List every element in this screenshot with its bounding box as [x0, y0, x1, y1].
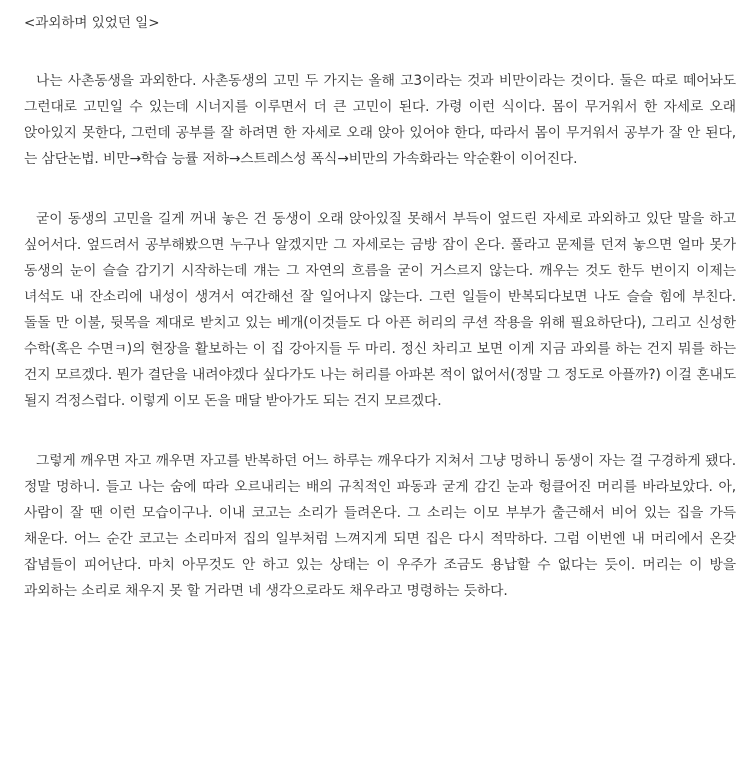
paragraph-1: 나는 사촌동생을 과외한다. 사촌동생의 고민 두 가지는 올해 고3이라는 것과 비만이라는 것이다. 둘은 따로 떼어놔도 그런대로 고민일 수 있는데 시너지를 이루면서 더 큰 고민이 된다. 가령 이런 식이다. 몸이 무거워서 한 자세로 오래 앉아있지 못한다, 그런데 공부를 잘 하려면 한 자세로 오래 앉아 있어야 한다, 따라서 몸이 무거워서 공부가 잘 안 된다, 는 삼단논법. 비만→학습 능률 저하→스트레스성 폭식→비만의 가속화라는 악순환이 이어진다.: [24, 73, 736, 167]
blog-post: [24, 12, 736, 604]
post-title: <과외하며 있었던 일>: [24, 15, 160, 31]
paragraph-3: 그렇게 깨우면 자고 깨우면 자고를 반복하던 어느 하루는 깨우다가 지쳐서 그냥 멍하니 동생이 자는 걸 구경하게 됐다. 정말 멍하니. 들고 나는 숨에 따라 오르내리는 배의 규칙적인 파동과 굳게 감긴 눈과 헝클어진 머리를 바라보았다. 아,사람이 잘 땐 이런 모습이구나. 이내 코고는 소리가 들려온다. 그 소리는 이모 부부가 출근해서 비어 있는 집을 가득 채운다. 어느 순간 코고는 소리마저 집의 일부처럼 느껴지게 되면 집은 다시 적막하다. 그럼 이번엔 내 머리에서 온갖 잡념들이 피어난다. 마치 아무것도 안 하고 있는 상태는 이 우주가 조금도 용납할 수 없다는 듯이. 머리는 이 방을 과외하는 소리로 채우지 못 할 거라면 네 생각으로라도 채우라고 명령하는 듯하다.: [24, 453, 736, 599]
paragraph-2: 굳이 동생의 고민을 길게 꺼내 놓은 건 동생이 오래 앉아있질 못해서 부득이 엎드린 자세로 과외하고 있단 말을 하고 싶어서다. 엎드려서 공부해봤으면 누구나 알겠지만 그 자세로는 금방 잠이 온다. 풀라고 문제를 던져 놓으면 얼마 못가 동생의 눈이 슬슬 감기기 시작하는데 걔는 그 자연의 흐름을 굳이 거스르지 않는다. 깨우는 것도 한두 번이지 이제는 녀석도 내 잔소리에 내성이 생겨서 여간해선 잘 일어나지 않는다. 그런 일들이 반복되다보면 나도 슬슬 힘에 부친다. 돌돌 만 이불, 뒷목을 제대로 받치고 있는 베개(이것들도 다 아픈 허리의 쿠션 작용을 위해 필요하단다), 그리고 신성한 수학(혹은 수면ㅋ)의 현장을 활보하는 이 집 강아지들 두 마리. 정신 차리고 보면 이게 지금 과외를 하는 건지 뭐를 하는 건지 모르겠다. 뭔가 결단을 내려야겠다 싶다가도 나는 허리를 아파본 적이 없어서(정말 그 정도로 아플까?) 이걸 혼내도 될지 걱정스럽다. 이렇게 이모 돈을 매달 받아가도 되는 건지 모르겠다.: [24, 211, 736, 409]
